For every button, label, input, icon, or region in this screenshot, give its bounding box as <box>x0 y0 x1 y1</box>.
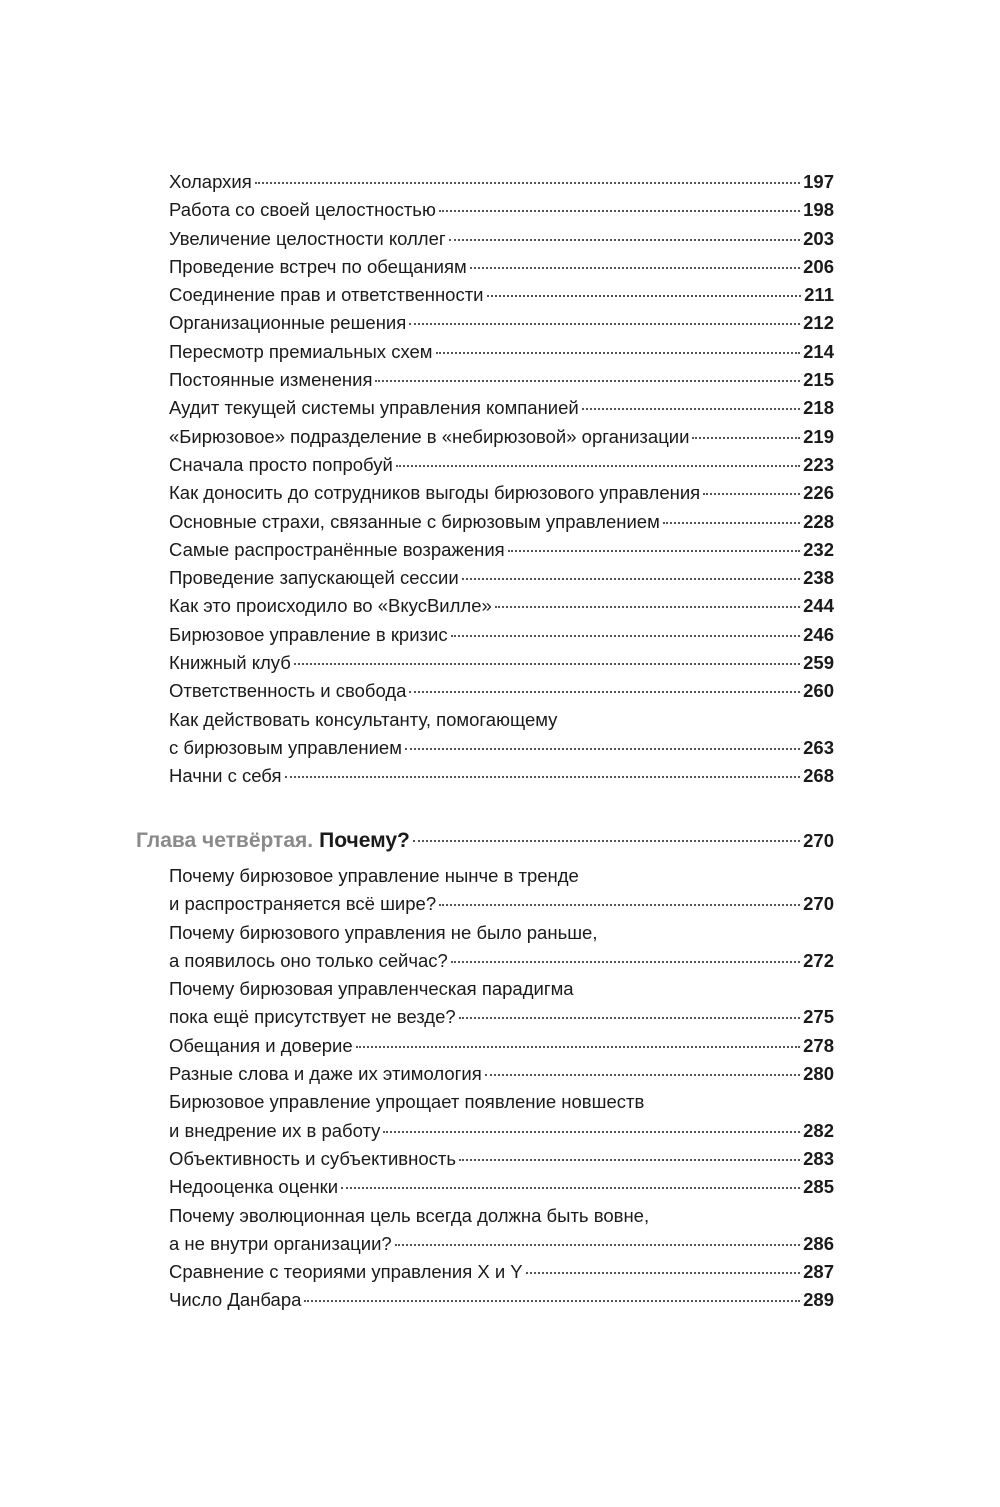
toc-entry-page-number: 275 <box>803 1006 834 1028</box>
leader-dots <box>526 1272 800 1274</box>
toc-entry-page-number: 197 <box>803 171 834 192</box>
toc-entry <box>136 1003 834 1031</box>
toc-entry-title: с бирюзовым управлением <box>169 736 402 758</box>
leader-dots <box>459 1159 800 1161</box>
leader-dots <box>409 691 800 693</box>
leader-dots <box>582 408 800 410</box>
toc-entry-title: Работа со своей целостностью <box>169 199 436 221</box>
leader-dots <box>383 1131 800 1133</box>
toc-entry-title: Организационные решения <box>169 312 407 334</box>
toc-entry <box>136 196 834 224</box>
toc-entry-title: Число Данбара <box>169 1289 302 1311</box>
leader-dots <box>413 840 800 842</box>
toc-entry <box>136 1173 834 1201</box>
leader-dots <box>409 323 800 325</box>
toc-entry-title-line1: Бирюзовое управление упрощает появление новшеств <box>169 1091 645 1113</box>
toc-entry-title: Как это происходило во «ВкусВилле» <box>169 595 492 617</box>
toc-entry-page-number: 206 <box>803 255 834 277</box>
toc-entry-page-number: 287 <box>803 1261 834 1283</box>
toc-entry <box>136 762 834 790</box>
toc-entry <box>136 621 834 649</box>
toc-entry <box>136 592 834 620</box>
leader-dots <box>255 182 800 184</box>
leader-dots <box>495 606 800 608</box>
leader-dots <box>508 550 800 552</box>
leader-dots <box>449 239 800 241</box>
toc-entry-title: Обещания и доверие <box>169 1034 353 1056</box>
toc-entry <box>136 309 834 337</box>
toc-entry-title: Соединение прав и ответственности <box>169 284 484 306</box>
toc-entry-title: Разные слова и даже их этимология <box>169 1063 482 1085</box>
toc-entry-page-number: 211 <box>804 284 834 306</box>
leader-dots <box>396 465 800 467</box>
leader-dots <box>470 267 800 269</box>
leader-dots <box>285 776 801 778</box>
chapter-heading <box>136 826 834 856</box>
toc-entry-title: и внедрение их в работу <box>169 1119 381 1141</box>
toc-entry-page-number: 238 <box>803 567 834 589</box>
toc-entry-page-number: 232 <box>803 538 834 560</box>
leader-dots <box>294 663 800 665</box>
toc-list-part1 <box>136 168 834 791</box>
toc-entry <box>136 1258 834 1286</box>
toc-entry-title: Проведение запускающей сессии <box>169 567 459 589</box>
toc-entry-page-number: 260 <box>803 680 834 702</box>
toc-entry-title: Объективность и субъективность <box>169 1147 456 1169</box>
toc-entry-title: Самые распространённые возражения <box>169 538 505 560</box>
toc-entry-title: Пересмотр премиальных схем <box>169 340 433 362</box>
leader-dots <box>459 1017 800 1019</box>
toc-entry <box>136 947 834 975</box>
toc-entry-title: а появилось оно только сейчас? <box>169 949 448 971</box>
leader-dots <box>439 904 800 906</box>
toc-entry-page-number: 285 <box>803 1176 834 1198</box>
toc-entry-title-line1: Почему бирюзовое управление нынче в тренде <box>169 865 579 886</box>
toc-entry-title: Основные страхи, связанные с бирюзовым управлением <box>169 510 660 532</box>
toc-entry-page-number: 219 <box>803 425 834 447</box>
toc-entry-title: пока ещё присутствует не везде? <box>169 1006 456 1028</box>
toc-entry <box>136 338 834 366</box>
toc-entry <box>136 394 834 422</box>
toc-entry-page-number: 215 <box>803 369 834 391</box>
toc-entry <box>136 423 834 451</box>
chapter-name: Почему? <box>319 829 410 852</box>
toc-entry-page-number: 268 <box>803 765 834 787</box>
toc-entry-page-number: 244 <box>803 595 834 617</box>
toc-entry-title: Проведение встреч по обещаниям <box>169 255 467 277</box>
toc-entry-title-line1: Как действовать консультанту, помогающему <box>169 708 558 730</box>
toc-entry <box>136 734 834 762</box>
leader-dots <box>436 352 801 354</box>
toc-entry-page-number: 223 <box>803 453 834 475</box>
toc-entry-title: Увеличение целостности коллег <box>169 227 446 249</box>
toc-entry-page-number: 198 <box>803 199 834 221</box>
toc-entry <box>136 281 834 309</box>
toc-entry-page-number: 280 <box>803 1063 834 1085</box>
leader-dots <box>395 1244 800 1246</box>
leader-dots <box>692 437 800 439</box>
leader-dots <box>405 748 800 750</box>
leader-dots <box>462 578 800 580</box>
toc-entry <box>136 1145 834 1173</box>
toc-entry <box>136 225 834 253</box>
toc-entry <box>136 366 834 394</box>
toc-entry-page-number: 283 <box>803 1147 834 1169</box>
toc-entry <box>136 890 834 918</box>
toc-entry-title: Начни с себя <box>169 765 282 787</box>
toc-entry-title: Как доносить до сотрудников выгоды бирюзового управления <box>169 482 701 504</box>
leader-dots <box>439 210 800 212</box>
toc-entry <box>136 1117 834 1145</box>
toc-entry <box>136 536 834 564</box>
toc-entry-page-number: 286 <box>803 1232 834 1254</box>
leader-dots <box>485 1074 800 1076</box>
toc-entry-title: Недооценка оценки <box>169 1176 339 1198</box>
toc-entry-title: Ответственность и свобода <box>169 680 407 702</box>
leader-dots <box>356 1046 800 1048</box>
toc-entry <box>136 451 834 479</box>
toc-entry-title: Бирюзовое управление в кризис <box>169 623 448 645</box>
toc-entry-page-number: 212 <box>803 312 834 334</box>
toc-entry-title: и распространяется всё шире? <box>169 893 437 915</box>
toc-entry <box>136 1286 834 1314</box>
chapter-label: Глава четвёртая. <box>136 829 314 852</box>
toc-entry-page-number: 263 <box>803 736 834 758</box>
toc-entry-title: а не внутри организации? <box>169 1232 392 1254</box>
toc-entry-title-line1: Почему бирюзовая управленческая парадигма <box>169 978 574 1000</box>
toc-entry-title-line1: Почему бирюзового управления не было раньше, <box>169 921 598 943</box>
toc-entry-title: Аудит текущей системы управления компанией <box>169 397 579 419</box>
toc-entry <box>136 1230 834 1258</box>
toc-entry-page-number: 272 <box>803 949 834 971</box>
toc-entry-title: Книжный клуб <box>169 652 291 674</box>
toc-entry <box>136 508 834 536</box>
toc-list-part2 <box>136 862 834 1315</box>
leader-dots <box>663 522 800 524</box>
toc-entry-title-line1: Почему эволюционная цель всегда должна быть вовне, <box>169 1204 650 1226</box>
leader-dots <box>304 1300 800 1302</box>
toc-entry-page-number: 270 <box>803 893 834 915</box>
toc-entry <box>136 1032 834 1060</box>
toc-entry-page-number: 282 <box>803 1119 834 1141</box>
toc-entry-page-number: 218 <box>803 397 834 419</box>
toc-entry-page-number: 246 <box>803 623 834 645</box>
toc-entry-page-number: 289 <box>803 1289 834 1311</box>
toc-entry-page-number: 278 <box>803 1034 834 1056</box>
toc-entry-title: «Бирюзовое» подразделение в «небирюзовой» организации <box>169 425 690 447</box>
leader-dots <box>451 635 801 637</box>
toc-entry <box>136 168 834 196</box>
toc-entry-page-number: 226 <box>803 482 834 504</box>
toc-entry <box>136 1060 834 1088</box>
toc-entry-page-number: 228 <box>803 510 834 532</box>
leader-dots <box>487 295 802 297</box>
toc-entry-page-number: 203 <box>803 227 834 249</box>
leader-dots <box>703 493 800 495</box>
toc-entry-title: Сначала просто попробуй <box>169 453 393 475</box>
chapter-page-number: 270 <box>803 830 834 851</box>
toc-entry <box>136 253 834 281</box>
toc-entry-page-number: 259 <box>803 652 834 674</box>
toc-entry <box>136 479 834 507</box>
toc-entry-page-number: 214 <box>803 340 834 362</box>
toc-entry <box>136 649 834 677</box>
toc-entry <box>136 677 834 705</box>
toc-entry-title: Холархия <box>169 171 252 192</box>
toc-entry-title: Постоянные изменения <box>169 369 373 391</box>
leader-dots <box>451 961 800 963</box>
toc-entry-title: Сравнение с теориями управления X и Y <box>169 1261 523 1283</box>
leader-dots <box>375 380 800 382</box>
toc-entry <box>136 564 834 592</box>
leader-dots <box>341 1187 800 1189</box>
